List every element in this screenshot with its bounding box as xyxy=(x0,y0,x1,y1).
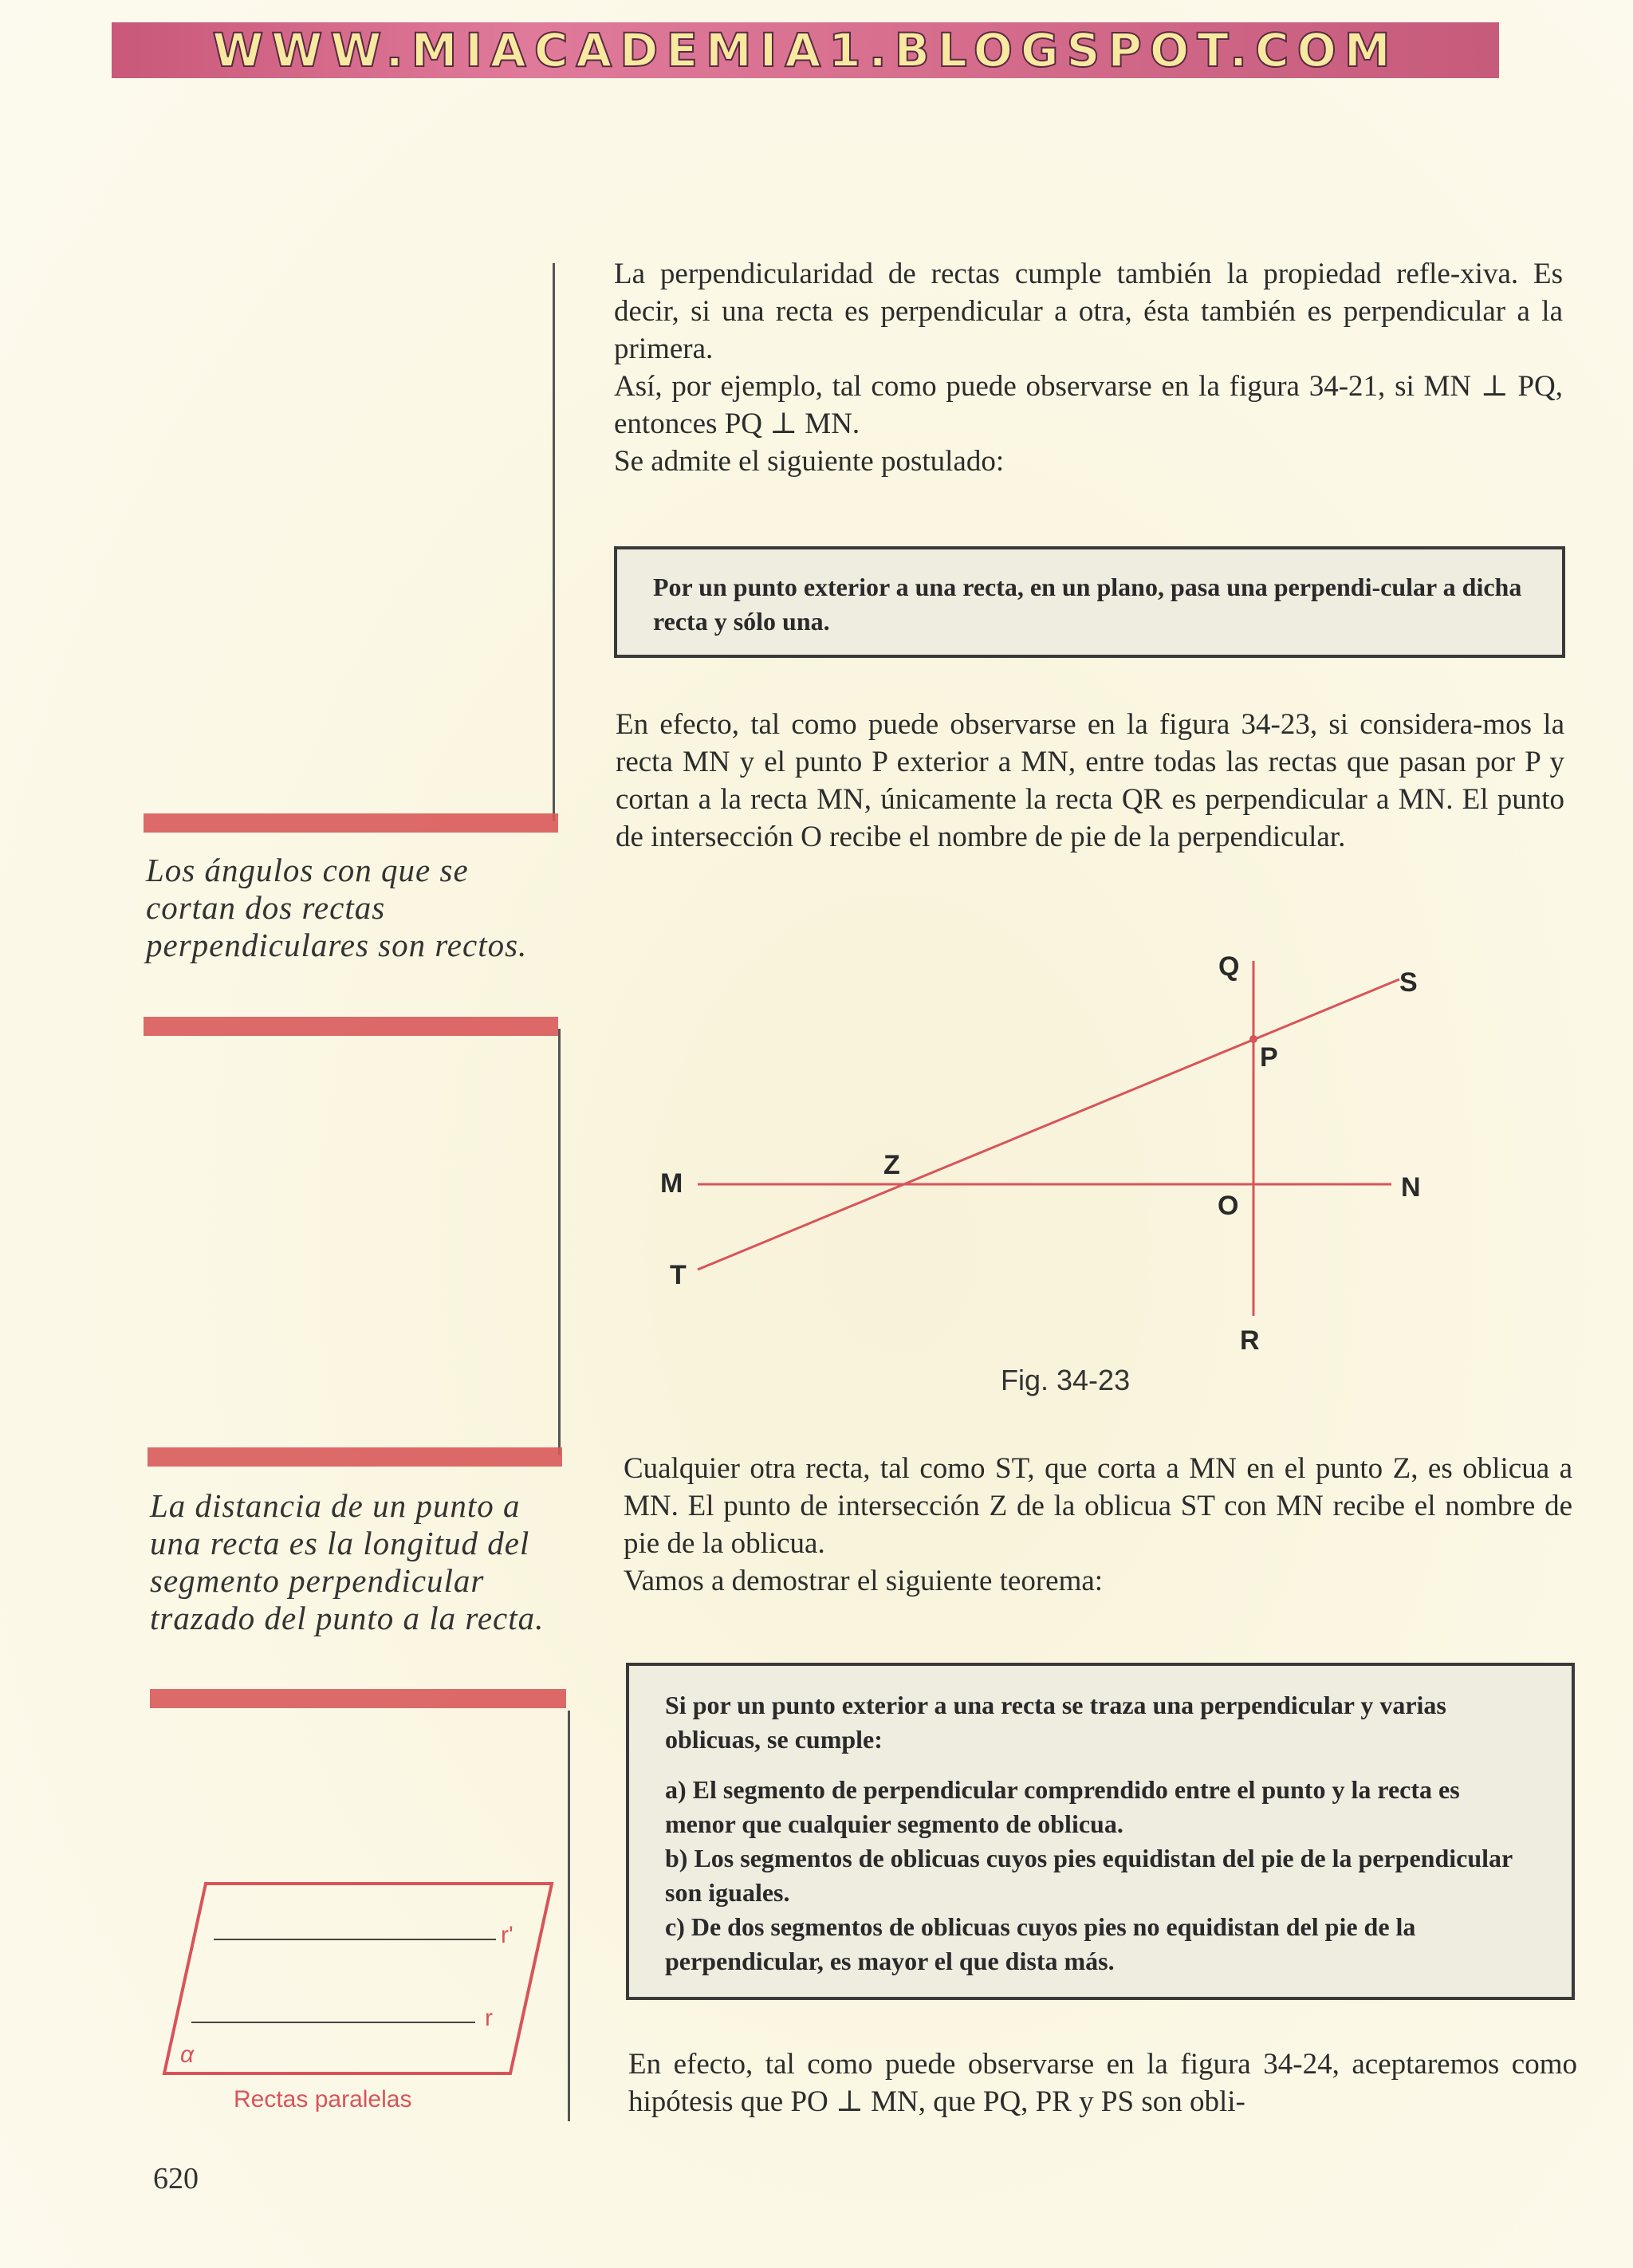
figure-caption: Fig. 34-23 xyxy=(1001,1364,1131,1396)
postulate-text: Por un punto exterior a una recta, en un plano, pasa una perpendi-cular a dicha recta y sólo una. xyxy=(653,573,1522,636)
page-number: 620 xyxy=(153,2162,199,2195)
effect-text: En efecto, tal como puede observarse en la figura 34-23, si considera-mos la recta MN y el punto P exterior a MN, entre todas las rectas que pasan por P y cortan a la recta MN, únicamente la recta QR es perpendicular a MN. El punto de intersección O recibe el nombre de pie de la perpendicular. xyxy=(616,708,1564,853)
theorem-item-a: a) El segmento de perpendicular comprendido entre el punto y la recta es menor que cualquier segmento de oblicua. xyxy=(665,1775,1460,1838)
label-q: Q xyxy=(1218,951,1240,982)
plane-alpha xyxy=(164,1884,552,2073)
postulate-lead: Se admite el siguiente postulado: xyxy=(614,445,1005,478)
intro-text: La perpendicularidad de rectas cumple también la propiedad refle-xiva. Es decir, si una recta es perpendicular a otra, ésta también es perpendicular a la primera. xyxy=(614,258,1563,365)
theorem-lead: Vamos a demostrar el siguiente teorema: xyxy=(624,1565,1104,1597)
oblique-text: Cualquier otra recta, tal como ST, que corta a MN en el punto Z, es oblicua a MN. El punto de intersección Z de la oblicua ST con MN recibe el nombre de pie de la oblicua. xyxy=(624,1452,1572,1560)
side-note-distance: La distancia de un punto a una recta es la longitud del segmento perpendicular trazado del punto a la recta. xyxy=(150,1487,545,1636)
label-s: S xyxy=(1399,967,1418,998)
label-alpha: α xyxy=(180,2042,195,2068)
banner-text: WWW.MIACADEMIA1.BLOGSPOT.COM xyxy=(212,23,1399,77)
label-z: Z xyxy=(883,1150,900,1180)
label-r-prime: r' xyxy=(501,1922,514,1948)
theorem-item-c: c) De dos segmentos de oblicuas cuyos pies no equidistan del pie de la perpendicular, es mayor el que dista más. xyxy=(665,1912,1416,1975)
label-r: r xyxy=(485,2005,493,2031)
final-text: En efecto, tal como puede observarse en la figura 34-24, aceptaremos como hipótesis que PO ⊥ MN, que PQ, PR y PS son obli- xyxy=(628,2048,1577,2118)
example-text: Así, por ejemplo, tal como puede observarse en la figura 34-21, si MN ⊥ PQ, entonces PQ ⊥ MN. xyxy=(614,370,1563,440)
parallel-caption: Rectas paralelas xyxy=(234,2086,412,2112)
theorem-item-b: b) Los segmentos de oblicuas cuyos pies equidistan del pie de la perpendicular son iguales. xyxy=(665,1844,1513,1907)
theorem-statement: Si por un punto exterior a una recta se traza una perpendicular y varias oblicuas, se cumple: xyxy=(665,1691,1446,1754)
label-n: N xyxy=(1401,1172,1421,1203)
label-m: M xyxy=(660,1168,683,1199)
label-p: P xyxy=(1260,1042,1278,1073)
label-r: R xyxy=(1240,1325,1260,1356)
side-note-perpendicular-angles: Los ángulos con que se cortan dos rectas perpendiculares son rectos. xyxy=(146,852,528,963)
label-t: T xyxy=(670,1260,687,1290)
label-o: O xyxy=(1218,1191,1239,1221)
